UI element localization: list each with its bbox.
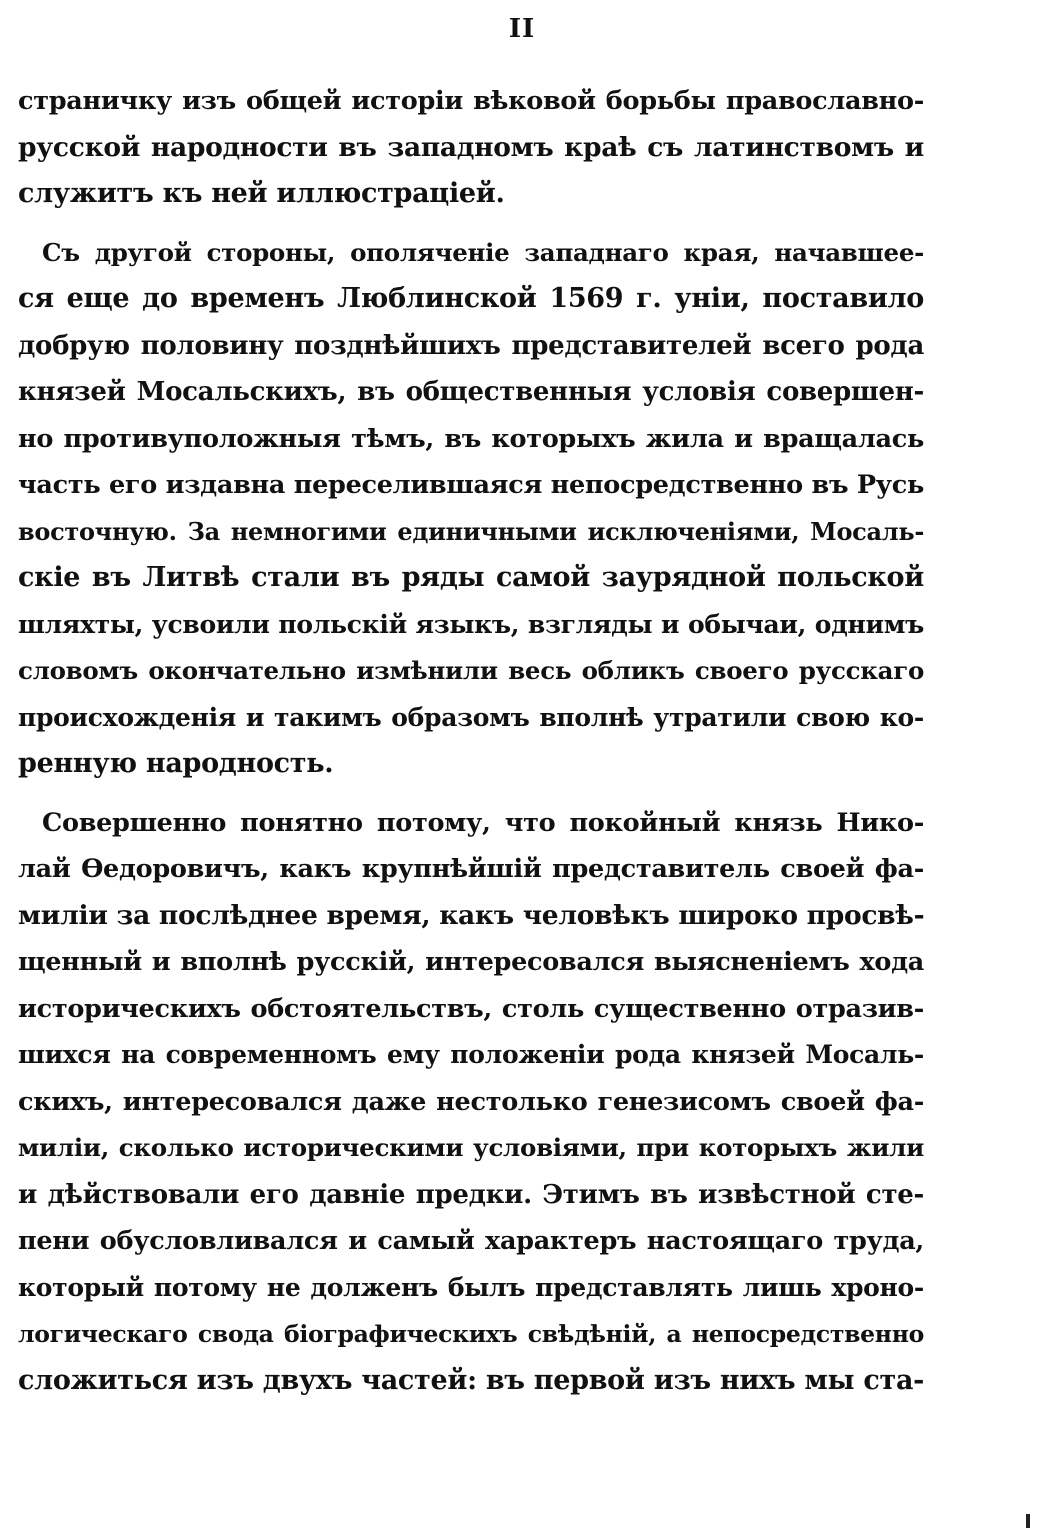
text-line: миліи, сколько историческими условіями, при которыхъ жили (18, 1133, 924, 1162)
paragraph-gap (18, 218, 924, 230)
text-line: сложиться изъ двухъ частей: въ первой изъ нихъ мы ста- (18, 1364, 925, 1396)
text-line: миліи за послѣднее время, какъ человѣкъ широко просвѣ- (18, 899, 925, 931)
text-line: лай Өедоровичъ, какъ крупнѣйшій представитель своей фа- (18, 854, 924, 884)
text-line: щенный и вполнѣ русскій, интересовался выясненіемъ хода (18, 947, 924, 977)
paragraph-2 (18, 230, 924, 788)
text-line: но противуположныя тѣмъ, въ которыхъ жила и вращалась (18, 423, 924, 454)
text-line: скихъ, интересовался даже нестолько генезисомъ своей фа- (18, 1086, 924, 1117)
text-line: который потому не долженъ былъ представлять лишь хроно- (18, 1272, 924, 1302)
text-line: добрую половину позднѣйшихъ представителей всего рода (18, 330, 924, 361)
paragraph-1 (18, 78, 924, 218)
paragraph-3 (18, 800, 924, 1405)
text-line: происхожденія и такимъ образомъ вполнѣ утратили свою ко- (18, 702, 924, 732)
text-line: Совершенно понятно потому, что покойный князь Нико- (42, 807, 924, 838)
paragraph-gap (18, 788, 924, 800)
page-body (18, 78, 924, 1404)
page-edge-mark (1026, 1514, 1030, 1528)
text-line: пени обусловливался и самый характеръ настоящаго труда, (18, 1226, 924, 1256)
text-line: служитъ къ ней иллюстраціей. (18, 178, 505, 209)
text-line: Съ другой стороны, ополяченіе западнаго края, начавшее- (42, 237, 924, 267)
text-line: шляхты, усвоили польскій языкъ, взгляды и обычаи, однимъ (18, 609, 924, 639)
text-line: историческихъ обстоятельствъ, столь существенно отразив- (18, 993, 924, 1024)
text-line: страничку изъ общей исторіи вѣковой борьбы православно- (18, 86, 924, 116)
text-line: восточную. За немногими единичными исключеніями, Мосаль- (18, 516, 924, 546)
text-line: ся еще до временъ Люблинской 1569 г. уніи, поставило (18, 283, 924, 314)
text-line: князей Мосальскихъ, въ общественныя условія совершен- (18, 377, 924, 407)
page-number: II (508, 14, 536, 44)
text-line: словомъ окончательно измѣнили весь обликъ своего русскаго (18, 656, 924, 685)
text-line: и дѣйствовали его давніе предки. Этимъ въ извѣстной сте- (18, 1179, 924, 1210)
text-line: логическаго свода біографическихъ свѣдѣній, а непосредственно (18, 1320, 924, 1348)
text-line: шихся на современномъ ему положеніи рода князей Мосаль- (18, 1040, 924, 1069)
text-line: скіе въ Литвѣ стали въ ряды самой заурядной польской (18, 562, 924, 593)
text-line: часть его издавна переселившаяся непосредственно въ Русь (18, 470, 924, 500)
text-line: ренную народность. (18, 748, 334, 779)
text-line: русской народности въ западномъ краѣ съ латинствомъ и (18, 131, 924, 163)
